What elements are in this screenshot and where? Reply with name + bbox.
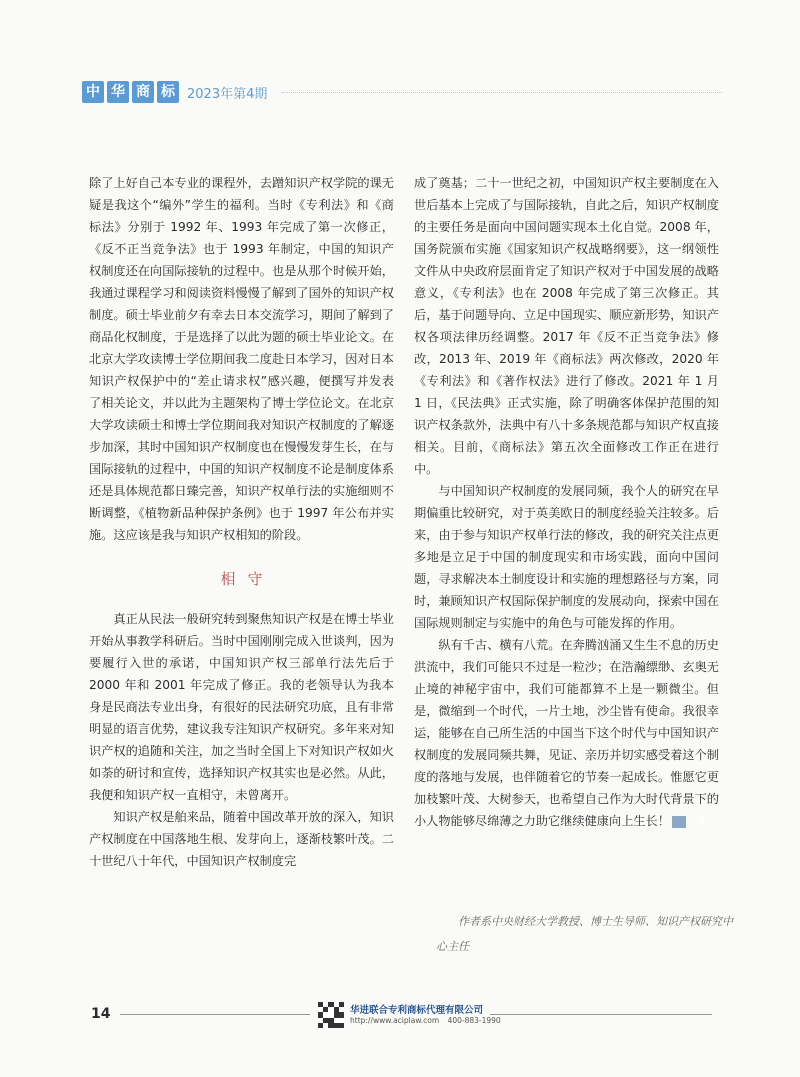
right-column — [414, 172, 719, 832]
logo-char: 中 — [82, 81, 104, 103]
section-title: 相守 — [220, 570, 275, 588]
issue-label: 2023年第4期 — [187, 86, 268, 102]
paragraph: 与中国知识产权制度的发展同频，我个人的研究在早期偏重比较研究，对于英美欧日的制度经验关注较多。后来，由于参与知识产权单行法的修改，我的研究关注点更多地是立足于中国的制度现实和市场实践，面向中国问题，寻求解决本土制度设计和实施的理想路径与方案，同时，兼顾知识产权国际保护制度的发展动向，探索中国在国际规则制定与实施中的角色与可能发挥的作用。 — [414, 484, 719, 630]
header-divider — [282, 92, 722, 93]
logo-char: 华 — [107, 81, 129, 103]
footer-divider-right — [490, 1014, 712, 1015]
company-phone: 400-883-1990 — [447, 1016, 501, 1025]
company-website[interactable]: http://www.aciplaw.com — [350, 1016, 440, 1025]
logo-char: 标 — [157, 81, 179, 103]
logo-char: 商 — [132, 81, 154, 103]
journal-logo — [82, 81, 179, 103]
author-note: 作者系中央财经大学教授、博士生导师、知识产权研究中心主任 — [436, 915, 733, 953]
company-name: 华进联合专利商标代理有限公司 — [350, 1005, 484, 1016]
footer-divider-left — [120, 1014, 310, 1015]
paragraph: 除了上好自己本专业的课程外，去蹭知识产权学院的课无疑是我这个“编外”学生的福利。当时《专利法》和《商标法》分别于 1992 年、1993 年完成了第一次修正，《反不正当竞争法》也于 1993 年制定，中国的知识产权制度还在向国际接轨的过程中。也是从那个时候开始，我通过课程学习和阅读资料慢慢了解到了国外的知识产权制度。硕士毕业前夕有幸去日本交流学习，期间了解到了商品化权制度，于是选择了以此为题的硕士毕业论文。在北京大学攻读博士学位期间我二度赴日本学习，因对日本知识产权保护中的“差止请求权”感兴趣，便撰写并发表了相关论文，并以此为主题架构了博士学位论文。在北京大学攻读硕士和博士学位期间我对知识产权制度的了解逐步加深，其时中国知识产权制度也在慢慢发芽生长，在与国际接轨的过程中，中国的知识产权制度不论是制度体系还是具体规范都日臻完善，知识产权单行法的实施细则不断调整，《植物新品种保护条例》也于 1997 年公布并实施。这应该是我与知识产权相知的阶段。 — [89, 176, 394, 542]
paragraph: 真正从民法一般研究转到聚焦知识产权是在博士毕业开始从事教学科研后。当时中国刚刚完成入世谈判，因为要履行入世的承诺，中国知识产权三部单行法先后于 2000 年和 2001 年完成了修正。我的老领导认为我本身是民商法专业出身，有很好的民法研究功底，且有非常明显的语言优势，建议我专注知识产权研究。多年来对知识产权的追随和关注，加之当时全国上下对知识产权如火如荼的研讨和宣传，选择知识产权其实也是必然。从此，我便和知识产权一直相守，未曾离开。 — [89, 612, 394, 802]
qr-code-icon[interactable] — [318, 1002, 344, 1028]
paragraph-text: 纵有千古、横有八荒。在奔腾汹涌又生生不息的历史洪流中，我们可能只不过是一粒沙；在浩瀚缥缈、玄奥无止境的神秘宇宙中，我们可能都算不上是一颗微尘。但是，微缩到一个时代，一片土地，沙尘皆有使命。我很幸运，能够在自己所生活的中国当下这个时代与中国知识产权制度的发展同频共舞，见证、亲历并切实感受着这个制度的落地与发展，也伴随着它的节奏一起成长。惟愿它更加枝繁叶茂、大树参天，也希望自己作为大时代背景下的小人物能够尽绵薄之力助它继续健康向上生长！ — [414, 638, 719, 828]
paragraph: 知识产权是舶来品，随着中国改革开放的深入，知识产权制度在中国落地生根、发芽向上，逐渐枝繁叶茂。二十世纪八十年代，中国知识产权制度完 — [89, 810, 394, 868]
company-contact — [350, 1016, 501, 1025]
journal-header — [82, 80, 267, 104]
paragraph: 成了奠基；二十一世纪之初，中国知识产权主要制度在入世后基本上完成了与国际接轨，自此之后，知识产权制度的主要任务是面向中国问题实现本土化自觉。2008 年，国务院颁布实施《国家知识产权战略纲要》，这一纲领性文件从中央政府层面肯定了知识产权对于中国发展的战略意义，《专利法》也在 2008 年完成了第三次修正。其后，基于问题导向、立足中国现实、顺应新形势，知识产权各项法律历经调整。2017 年《反不正当竞争法》修改，2013 年、2019 年《商标法》两次修改，2020 年《专利法》和《著作权法》进行了修改。2021 年 1 月 1 日，《民法典》正式实施，除了明确客体保护范围的知识产权条款外，法典中有八十多条规范都与知识产权直接相关。目前，《商标法》第五次全面修改工作正在进行中。 — [414, 176, 719, 476]
left-column — [89, 172, 394, 872]
paragraph-final — [414, 634, 719, 832]
page-number: 14 — [91, 1006, 111, 1022]
end-mark-icon: 龘 — [672, 816, 686, 828]
